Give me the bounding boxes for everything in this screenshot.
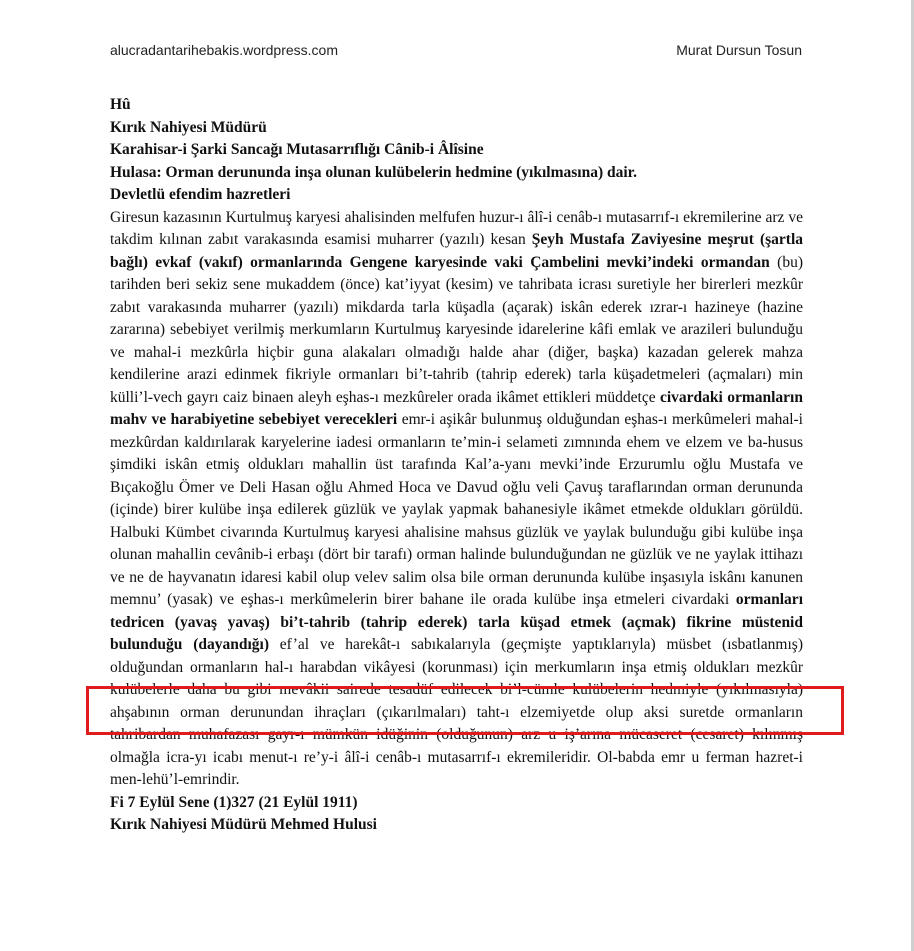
footer-date: Fi 7 Eylül Sene (1)327 (21 Eylül 1911) bbox=[110, 793, 358, 811]
heading-summary: Hulasa: Orman derununda inşa olunan kulübelerin hedmine (yıkılmasına) dair. bbox=[110, 163, 637, 181]
body-segment: emr-i aşikâr bulunmuş olduğundan eşhas-ı merkûmeleri mahal-i mezkûrdan kaldırılarak karyelerine iadesi ormanların te’min-i selameti zımnında ehem ve elzem ve ba-husus şimdiki iskân etmiş oldukları mahallin üst tarafında Kal’a-yanı mevki’inde Erzurumlu oğlu Mustafa ve Bıçakoğlu Ömer ve Deli Hasan oğlu Ahmed Hoca ve Davud oğlu veli Çavuş taraflarından orman derununda (içinde) birer kulübe inşa edilerek güzlük ve yaylak yapmak bahanesiyle ikâmet etmekde oldukları görüldü. Halbuki Kümbet civarında Kurtulmuş karyesi ahalisine mahsus güzlük ve yaylak bulunduğu gibi kulübe inşa olunan mahallin cevânib-i erbaşı (dört bir tarafı) orman halinde bulunduğundan ne güzlük ve ne yaylak ittihazı ve ne de hayvanatın idaresi kabil olup velev salim olsa bile orman derununda kulübe inşasıyla iskânı kanunen memnu’ (yasak) ve eşhas-ı merkûmelerin birer bahane ile orada kulübe inşa etmeleri civardaki bbox=[110, 411, 803, 608]
heading-salutation: Devletlü efendim hazretleri bbox=[110, 186, 291, 203]
heading-hu: Hû bbox=[110, 96, 131, 113]
body-segment: (bu) tarihden beri sekiz sene mukaddem (önce) kat’iyyat (kesim) ve tahribata icrası suretiyle her birerleri mezkûr zabıt varakasında muharrer (yazılı) mikdarda tarla küşadla (açarak) iskân ederek ızrar-ı hazineye (hazine zararına) sebebiyet verilmiş merkumların Kurtulmuş karyesinde idarelerine kâfi emlak ve arazileri bulunduğu ve mahal-i mezkûrla hiçbir guna alakaları olmadığı halde ahar (diğer, başka) kazadan gelerek mahza kendilerine arazi edinmek fikriyle ormanları bi’t-tahrib (tahrip ederek) tarla küşadetmeleri (açmaları) min külli’l-vech gayrı caiz binaen aleyh eşhas-ı mezkûreler orada ikâmet ettikleri müddetçe bbox=[110, 253, 803, 406]
page-header bbox=[110, 42, 802, 62]
body-segment: ef’al ve harekât-ı sabıkalarıyla (geçmişte yaptıklarıyla) müsbet (ısbatlanmış) olduğundan ormanların hal-ı harabdan vikâyesi (korunması) için merkumların inşa etmiş oldukları mezkûr kulübelerle daha bu gibi mevâkii sairede tesadüf edilecek bi’l-cümle kulübelerin hedmiyle (yıkılmasıyla) ahşabının orman derunundan ihraçları (çıkarılmaları) taht-ı elzemiyetde olup aksi suretde ormanların tahribardan muhafazası gayr-ı mümkün idüğinin (olduğunun) arz u iş’arına mücaseret (cesaret) kılınmış olmağla icra-yı icabı menut-ı re’y-i âlî-i cenâb-ı mutasarrıf-ı ekremileridir. Ol-babda emr u ferman hazret-i men-lehü’l-emrindir. bbox=[110, 636, 803, 788]
heading-sender: Kırık Nahiyesi Müdürü bbox=[110, 118, 267, 136]
body-segment-bold: Şeyh Mustafa Zaviyesine meşrut (şartla bağlı) evkaf (vakıf) ormanlarında Gengene karyesinde vaki Çambelini mevki’indeki ormandan bbox=[110, 231, 803, 271]
footer-signature: Kırık Nahiyesi Müdürü Mehmed Hulusi bbox=[110, 816, 377, 833]
body-segment-bold: ormanları tedricen (yavaş yavaş) bi’t-tahrib (tahrip ederek) tarla küşad etmek (açmak) fikrine müstenid bulunduğu (dayandığı) bbox=[110, 591, 803, 653]
heading-recipient: Karahisar-i Şarki Sancağı Mutasarrıflığı Cânib-i Âlîsine bbox=[110, 141, 484, 158]
site-url: alucradantarihebakis.wordpress.com bbox=[110, 42, 338, 58]
highlight-box bbox=[86, 686, 844, 735]
author-name: Murat Dursun Tosun bbox=[676, 42, 802, 58]
body-segment-bold: civardaki ormanların mahv ve harabiyetine sebebiyet verecekleri bbox=[110, 388, 803, 428]
body-segment: Giresun kazasının Kurtulmuş karyesi ahalisinden melfufen huzur-ı âlî-i cenâb-ı mutasarrıf-ı ekremilerine arz ve takdim kılınan zabıt varakasında esamisi muharrer (yazılı) kesan bbox=[110, 208, 803, 248]
